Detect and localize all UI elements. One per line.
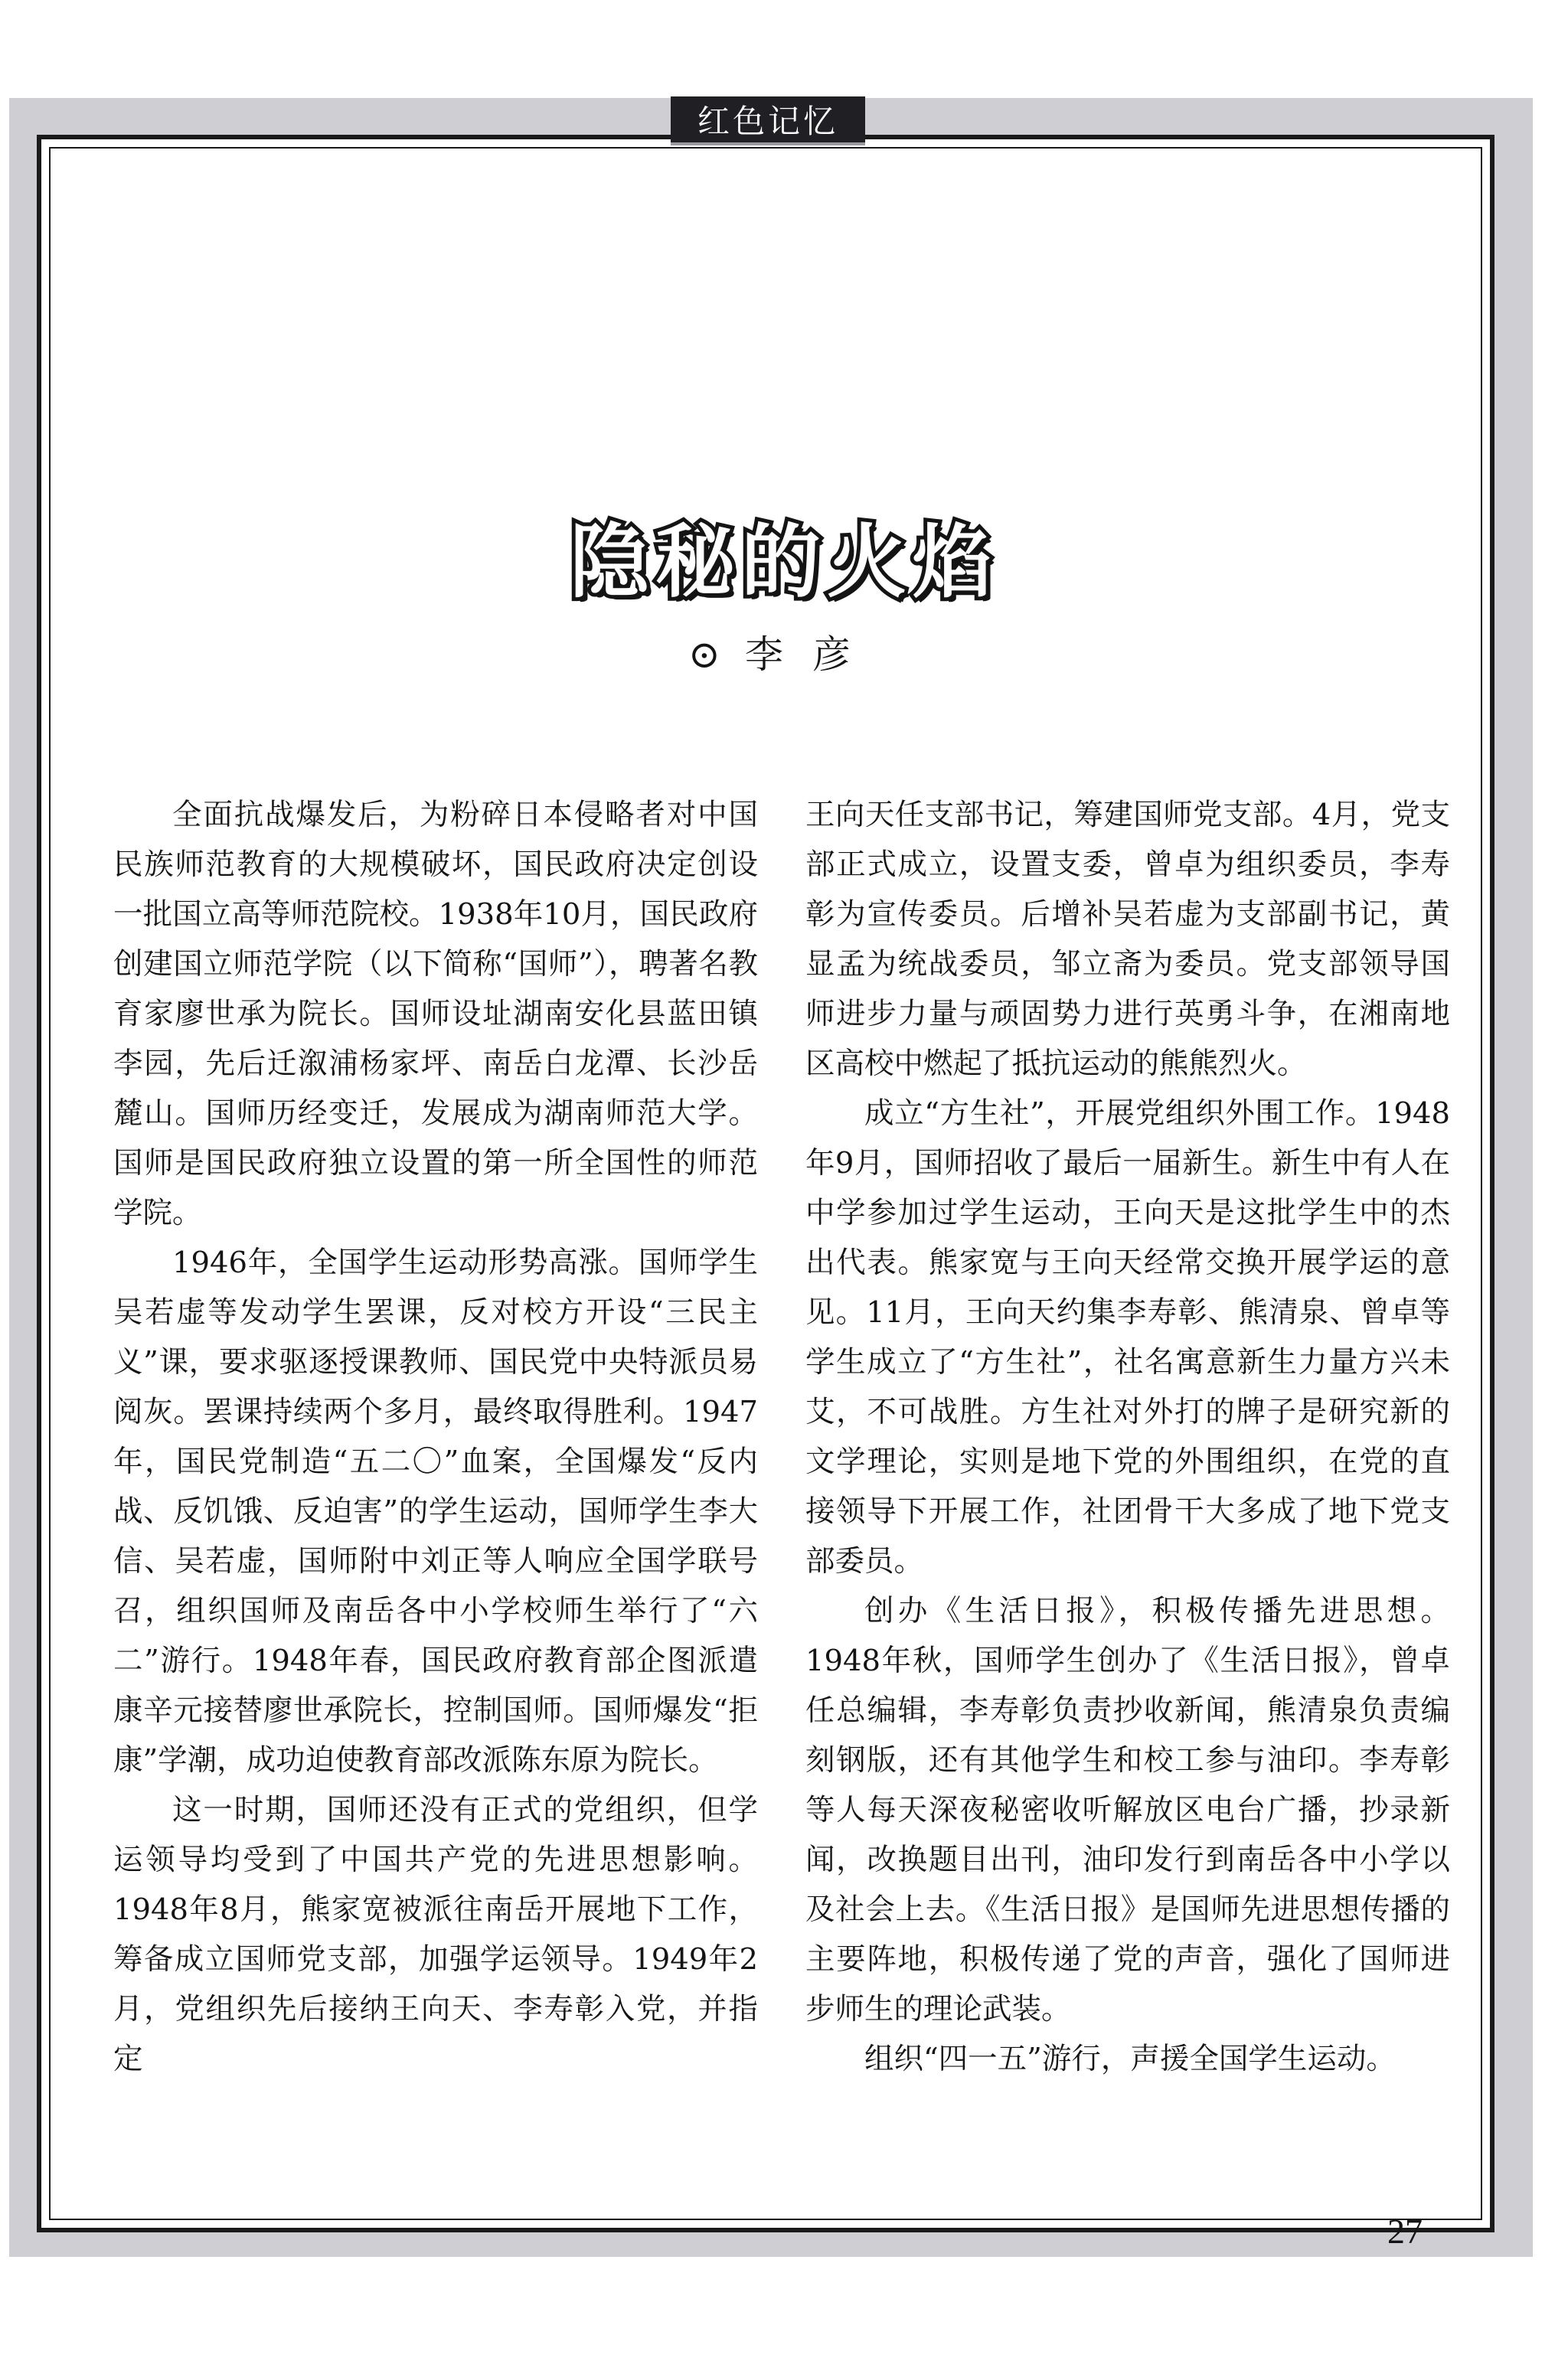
page-number: 27 bbox=[1387, 2212, 1423, 2251]
paragraph: 组织“四一五”游行，声援全国学生运动。 bbox=[864, 2042, 1396, 2076]
left-column bbox=[113, 790, 758, 2084]
author-name: 李彦 bbox=[744, 632, 880, 677]
paragraph: 这一时期，国师还没有正式的党组织，但学运领导均受到了中国共产党的先进思想影响。1948年8月，熊家宽被派往南岳开展地下工作，筹备成立国师党支部，加强学运领导。1949年2月，党组织先后接纳王向天、李寿彰入党，并指定 bbox=[113, 1793, 758, 2076]
paragraph: 创办《生活日报》，积极传播先进思想。1948年秋，国师学生创办了《生活日报》，曾卓任总编辑，李寿彰负责抄收新闻，熊清泉负责编刻钢版，还有其他学生和校工参与油印。李寿彰等人每天深夜秘密收听解放区电台广播，抄录新闻，改换题目出刊，油印发行到南岳各中小学以及社会上去。《生活日报》是国师先进思想传播的主要阵地，积极传递了党的声音，强化了国师进步师生的理论武装。 bbox=[805, 1594, 1450, 2026]
paragraph-continued: 王向天任支部书记，筹建国师党支部。4月，党支部正式成立，设置支委，曾卓为组织委员，李寿彰为宣传委员。后增补吴若虚为支部副书记，黄显孟为统战委员，邹立斋为委员。党支部领导国师进步力量与顽固势力进行英勇斗争，在湘南地区高校中燃起了抵抗运动的熊熊烈火。 bbox=[805, 798, 1450, 1081]
paragraph: 成立“方生社”，开展党组织外围工作。1948年9月，国师招收了最后一届新生。新生中有人在中学参加过学生运动，王向天是这批学生中的杰出代表。熊家宽与王向天经常交换开展学运的意见。11月，王向天约集李寿彰、熊清泉、曾卓等学生成立了“方生社”，社名寓意新生力量方兴未艾，不可战胜。方生社对外打的牌子是研究新的文学理论，实则是地下党的外围组织，在党的直接领导下开展工作，社团骨干大多成了地下党支部委员。 bbox=[805, 1096, 1450, 1579]
paragraph: 全面抗战爆发后，为粉碎日本侵略者对中国民族师范教育的大规模破坏，国民政府决定创设一批国立高等师范院校。1938年10月，国民政府创建国立师范学院（以下简称“国师”），聘著名教育家廖世承为院长。国师设址湖南安化县蓝田镇李园，先后迁溆浦杨家坪、南岳白龙潭、长沙岳麓山。国师历经变迁，发展成为湖南师范大学。国师是国民政府独立设置的第一所全国性的师范学院。 bbox=[113, 798, 758, 1230]
byline-symbol: ⊙ bbox=[688, 632, 728, 677]
right-column bbox=[805, 790, 1450, 2084]
paragraph: 1946年，全国学生运动形势高涨。国师学生吴若虚等发动学生罢课，反对校方开设“三民主义”课，要求驱逐授课教师、国民党中央特派员易阅灰。罢课持续两个多月，最终取得胜利。1947年，国民党制造“五二〇”血案，全国爆发“反内战、反饥饿、反迫害”的学生运动，国师学生李大信、吴若虚，国师附中刘正等人响应全国学联号召，组织国师及南岳各中小学校师生举行了“六二”游行。1948年春，国民政府教育部企图派遣康辛元接替廖世承院长，控制国师。国师爆发“拒康”学潮，成功迫使教育部改派陈东原为院长。 bbox=[113, 1246, 758, 1778]
section-label: 红色记忆 bbox=[671, 96, 865, 145]
article-title: 隐秘的火焰 bbox=[569, 515, 998, 609]
byline bbox=[0, 624, 1568, 679]
